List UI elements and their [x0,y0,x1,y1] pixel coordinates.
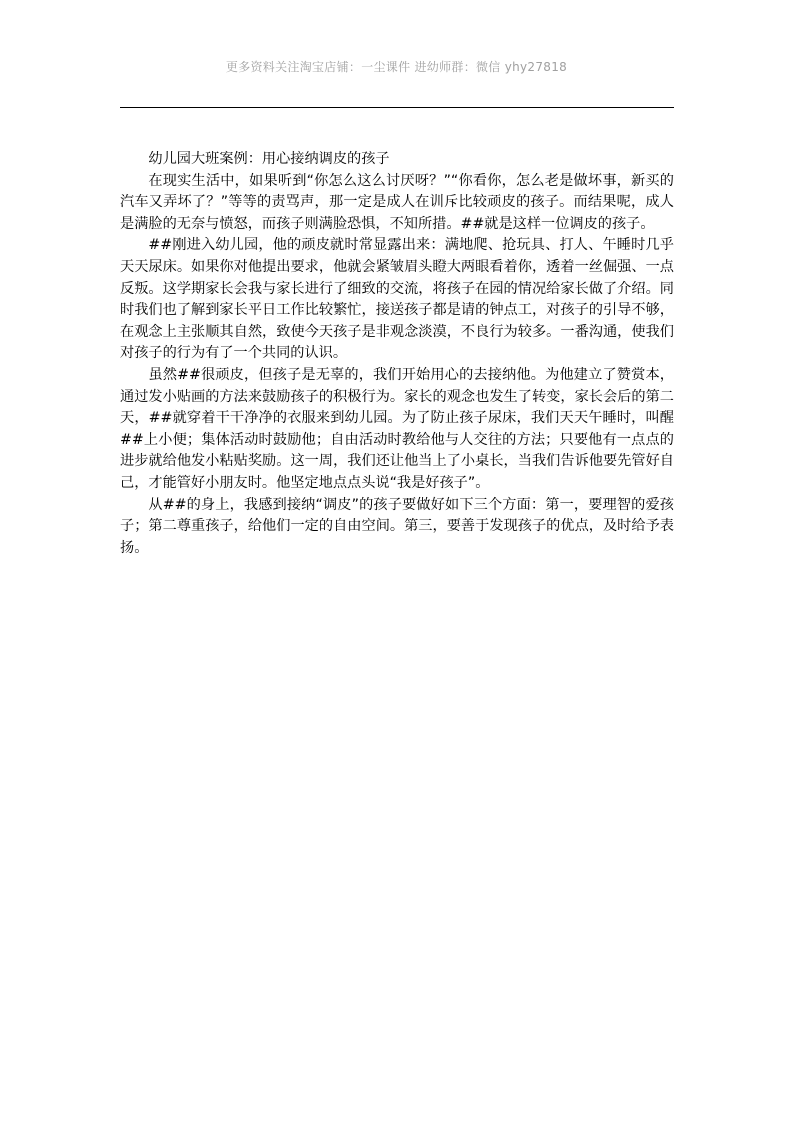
header-divider [120,107,674,108]
body-paragraph: ##刚进入幼儿园，他的顽皮就时常显露出来：满地爬、抢玩具、打人、午睡时几乎天天尿床。如果你对他提出要求，他就会紧皱眉头瞪大两眼看着你，透着一丝倔强、一点反叛。这学期家长会我与家长进行了细致的交流，将孩子在园的情况给家长做了介绍。同时我们也了解到家长平日工作比较繁忙，接送孩子都是请的钟点工，对孩子的引导不够，在观念上主张顺其自然，致使今天孩子是非观念淡漠，不良行为较多。一番沟通，使我们对孩子的行为有了一个共同的认识。 [120,237,674,362]
body-paragraph: 在现实生活中，如果听到“你怎么这么讨厌呀？”“你看你，怎么老是做坏事，新买的汽车又弄坏了？”等等的责骂声，那一定是成人在训斥比较顽皮的孩子。而结果呢，成人是满脸的无奈与愤怒，而孩子则满脸恐惧，不知所措。##就是这样一位调皮的孩子。 [120,172,674,232]
document-body [120,149,674,559]
body-paragraph: 从##的身上，我感到接纳“调皮”的孩子要做好如下三个方面：第一，要理智的爱孩子；第二尊重孩子，给他们一定的自由空间。第三，要善于发现孩子的优点，及时给予表扬。 [120,496,674,556]
document-title: 幼儿园大班案例：用心接纳调皮的孩子 [148,151,390,167]
body-paragraph: 虽然##很顽皮，但孩子是无辜的，我们开始用心的去接纳他。为他建立了赞赏本，通过发小贴画的方法来鼓励孩子的积极行为。家长的观念也发生了转变，家长会后的第二天，##就穿着干干净净的衣服来到幼儿园。为了防止孩子尿床，我们天天午睡时，叫醒##上小便；集体活动时鼓励他；自由活动时教给他与人交往的方法；只要他有一点点的进步就给他发小粘贴奖励。这一周，我们还让他当上了小桌长，当我们告诉他要先管好自己，才能管好小朋友时。他坚定地点点头说“我是好孩子”。 [120,366,674,491]
page-header-text: 更多资料关注淘宝店铺：一尘课件 进幼师群：微信 yhy27818 [225,60,568,74]
